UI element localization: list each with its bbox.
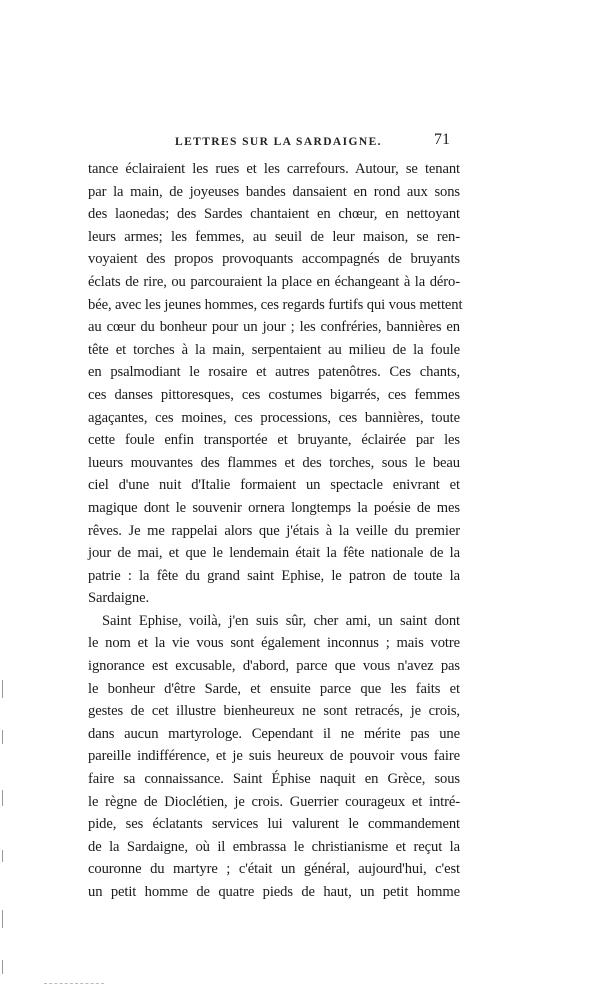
text-line: éclats de rire, ou parcouraient la place en échangeant à la déro- (88, 273, 460, 290)
scan-edge-marks (2, 600, 6, 990)
text-line: de la Sardaigne, où il embrassa le christianisme et reçut la (88, 838, 460, 855)
text-line: lueurs mouvantes des flammes et des torches, sous le beau (88, 454, 460, 471)
text-line: des laonedas; des Sardes chantaient en chœur, en nettoyant (88, 206, 460, 223)
text-line: couronne du martyre ; c'était un général, aujourd'hui, c'est (88, 861, 460, 878)
text-line: rêves. Je me rappelai alors que j'étais à la veille du premier (88, 522, 460, 539)
text-line: jour de mai, et que le lendemain était la fête nationale de la (88, 545, 460, 562)
text-line: gestes de cet illustre bienheureux ne sont retracés, je crois, (88, 703, 460, 720)
text-line: en psalmodiant le rosaire et autres patenôtres. Ces chants, (88, 364, 460, 381)
text-line: le bonheur d'être Sarde, et ensuite parce que les faits et (88, 680, 460, 697)
text-line: par la main, de joyeuses bandes dansaient en rond aux sons (88, 183, 460, 200)
text-line: agaçantes, ces moines, ces processions, ces bannières, toute (88, 409, 460, 426)
text-line: patrie : la fête du grand saint Ephise, le patron de toute la (88, 567, 460, 584)
page-number: 71 (434, 131, 450, 148)
text-line: magique dont le souvenir ornera longtemps la poésie de mes (88, 499, 460, 516)
text-line: un petit homme de quatre pieds de haut, un petit homme (88, 884, 460, 900)
text-line: ignorance est excusable, d'abord, parce que vous n'avez pas (88, 658, 460, 675)
text-line: faire sa connaissance. Saint Éphise naquit en Grèce, sous (88, 771, 460, 788)
text-line: bée, avec les jeunes hommes, ces regards furtifs qui vous mettent (88, 296, 463, 313)
text-line: pide, ses éclatants services lui valurent le commandement (88, 816, 460, 833)
text-line: voyaient des propos provoquants accompagnés de bruyants (88, 251, 460, 268)
text-line: le règne de Dioclétien, je crois. Guerrier courageux et intré- (88, 793, 460, 810)
text-line: dans aucun martyrologe. Cependant il ne mérite pas une (88, 725, 460, 742)
text-line: pareille indifférence, et je suis heureux de pouvoir vous faire (88, 748, 460, 765)
text-line: leurs armes; les femmes, au seuil de leur maison, se ren- (88, 228, 460, 245)
text-line: cette foule enfin transportée et bruyante, éclairée par les (88, 432, 460, 449)
text-line: tête et torches à la main, serpentaient au milieu de la foule (88, 341, 460, 358)
text-line: Saint Ephise, voilà, j'en suis sûr, cher ami, un saint dont (102, 612, 460, 629)
text-line: ces danses pittoresques, ces costumes bigarrés, ces femmes (88, 386, 460, 403)
text-line: tance éclairaient les rues et les carrefours. Autour, se tenant (88, 161, 460, 177)
running-head-title: LETTRES SUR LA SARDAIGNE. (175, 136, 382, 148)
text-line: ciel d'une nuit d'Italie formaient un spectacle enivrant et (88, 477, 460, 494)
body-text (88, 158, 463, 904)
scan-bottom-marks (44, 983, 104, 987)
text-line: Sardaigne. (88, 590, 150, 607)
text-line: le nom et la vie vous sont également inconnus ; mais votre (88, 635, 460, 652)
text-line: au cœur du bonheur pour un jour ; les confréries, bannières en (88, 319, 460, 336)
